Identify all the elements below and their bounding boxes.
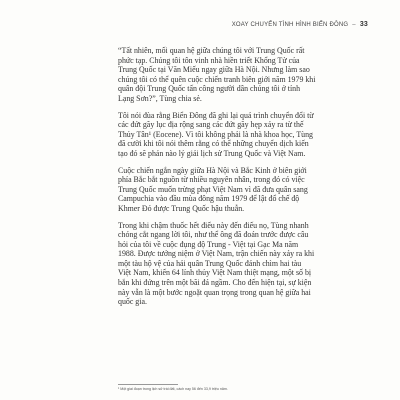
running-title: XOAY CHUYỂN TÌNH HÌNH BIỂN ĐÔNG	[231, 22, 349, 28]
running-header	[232, 21, 368, 28]
paragraph-1: “Tất nhiên, mối quan hệ giữa chúng tôi với Trung Quốc rất phức tạp. Chúng tôi tôn vinh nhà hiền triết Khổng Tử của Trung Quốc tại Văn Miếu ngay giữa Hà Nội. Nhưng làm sao chúng tôi có thể quên cuộc chiến tranh biên giới năm 1979 khi quân đội Trung Quốc tấn công người dân chúng tôi ở tỉnh Lạng Sơn?”, Tùng chia sẻ.	[118, 46, 316, 103]
paragraph-2: Tôi nói đùa rằng Biển Đông đã ghi lại quá trình chuyển đổi từ các đứt gãy lục địa rộng sang các đứt gãy hẹp xảy ra từ thế Thủy Tân¹ (Eocene). Vì tôi không phải là nhà khoa học, Tùng đã cười khi tôi nói thêm rằng có thể những chuyển dịch kiến tạo đó sẽ phản nào lý giải lịch sử Trung Quốc và Việt Nam.	[118, 110, 314, 158]
header-separator: –	[352, 22, 356, 28]
footnote: ¹ Một giai đoạn trong lịch sử trái đất, cách nay 56 đến 33,9 triệu năm.	[118, 387, 228, 391]
paragraph-4: Trong khi chậm thuốc hết điếu này đến điếu nọ, Tùng nhanh chóng cắt ngang lời tôi, như thể ông đã đoán trước được câu hỏi của tôi về cuộc đụng độ Trung - Việt tại Gạc Ma năm 1988. Được tưởng niệm ở Việt Nam, trận chiến này xảy ra khi một tàu hộ vệ của hải quân Trung Quốc đánh chìm hai tàu Việt Nam, khiến 64 lính thủy Việt Nam thiệt mạng, một số bị bắn khi đứng trên một bãi đá ngầm. Cho đến hiện tại, sự kiện này vẫn là một bước ngoặt quan trọng trong quan hệ giữa hai quốc gia.	[118, 220, 315, 307]
footnote-divider	[118, 384, 178, 385]
body-text	[118, 46, 316, 314]
page-number: 33	[359, 21, 368, 28]
paragraph-3: Cuộc chiến ngắn ngày giữa Hà Nội và Bắc Kinh ở biên giới phía Bắc bắt nguồn từ nhiều nguyên nhân, trong đó có việc Trung Quốc muốn trừng phạt Việt Nam vì đã đưa quân sang Campuchia vào đầu mùa đông năm 1979 để lật đổ chế độ Khmer Đỏ được Trung Quốc hậu thuẫn.	[118, 165, 308, 213]
